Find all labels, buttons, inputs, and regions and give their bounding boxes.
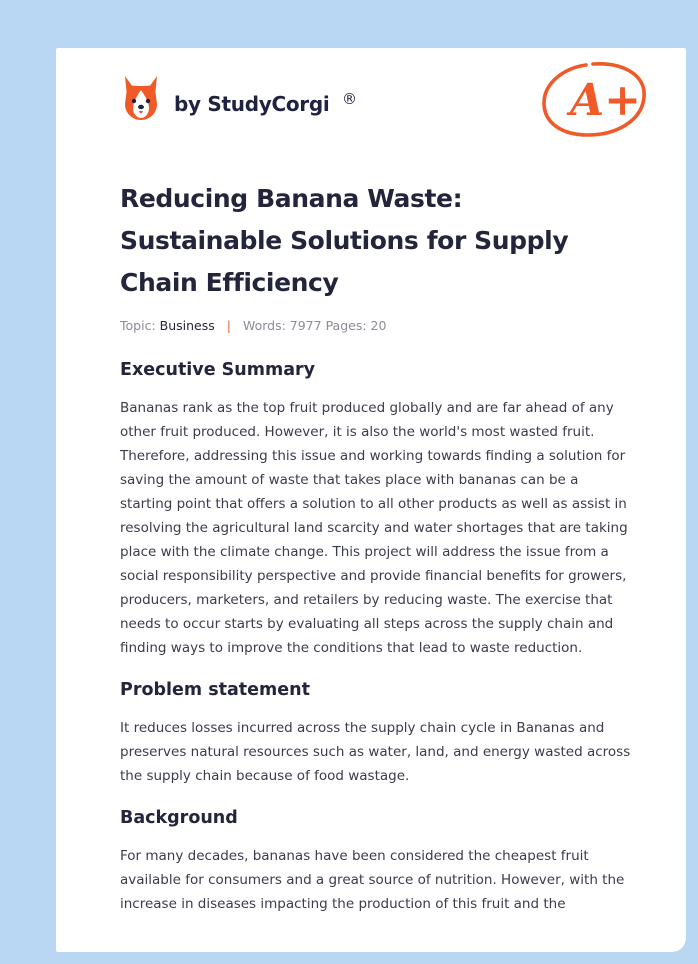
section-heading: Problem statement <box>120 680 310 700</box>
document-meta <box>120 318 632 334</box>
grade-text: A+ <box>570 75 642 126</box>
word-count: Words: 7977 <box>242 318 322 333</box>
corgi-logo-icon <box>121 74 161 122</box>
page-count: Pages: 20 <box>325 318 387 333</box>
document-page <box>56 48 686 952</box>
meta-separator: | <box>226 318 231 333</box>
section-paragraph: For many decades, bananas have been considered the cheapest fruit available for consumers and a great source of nutrition. However, with the increase in diseases impacting the production of this fruit and the <box>120 848 625 912</box>
topic-link[interactable]: Business <box>159 318 215 333</box>
grade-badge-icon <box>538 59 648 139</box>
registered-mark: ® <box>342 90 357 108</box>
header <box>56 48 686 148</box>
topic-label: Topic: <box>120 318 156 333</box>
document-title: Reducing Banana Waste: Sustainable Solutions for Supply Chain Efficiency <box>120 184 569 297</box>
section-paragraph: Bananas rank as the top fruit produced globally and are far ahead of any other fruit produced. However, it is also the world's most wasted fruit. Therefore, addressing this issue and working towards finding a solution for saving the amount of waste that takes place with bananas can be a starting point that offers a solution to all other products as well as assist in resolving the agricultural land scarcity and water shortages that are taking place with the climate change. This project will address the issue from a social responsibility perspective and provide financial benefits for growers, producers, marketers, and retailers by reducing waste. The exercise that needs to occur starts by evaluating all steps across the supply chain and finding ways to improve the conditions that lead to waste reduction. <box>120 400 628 656</box>
brand-name: by StudyCorgi <box>174 92 330 116</box>
section-heading: Executive Summary <box>120 360 316 380</box>
section-heading: Background <box>120 808 238 828</box>
document-content <box>120 178 632 916</box>
section-paragraph: It reduces losses incurred across the supply chain cycle in Bananas and preserves natural resources such as water, land, and energy wasted across the supply chain because of food wastage. <box>120 720 631 784</box>
